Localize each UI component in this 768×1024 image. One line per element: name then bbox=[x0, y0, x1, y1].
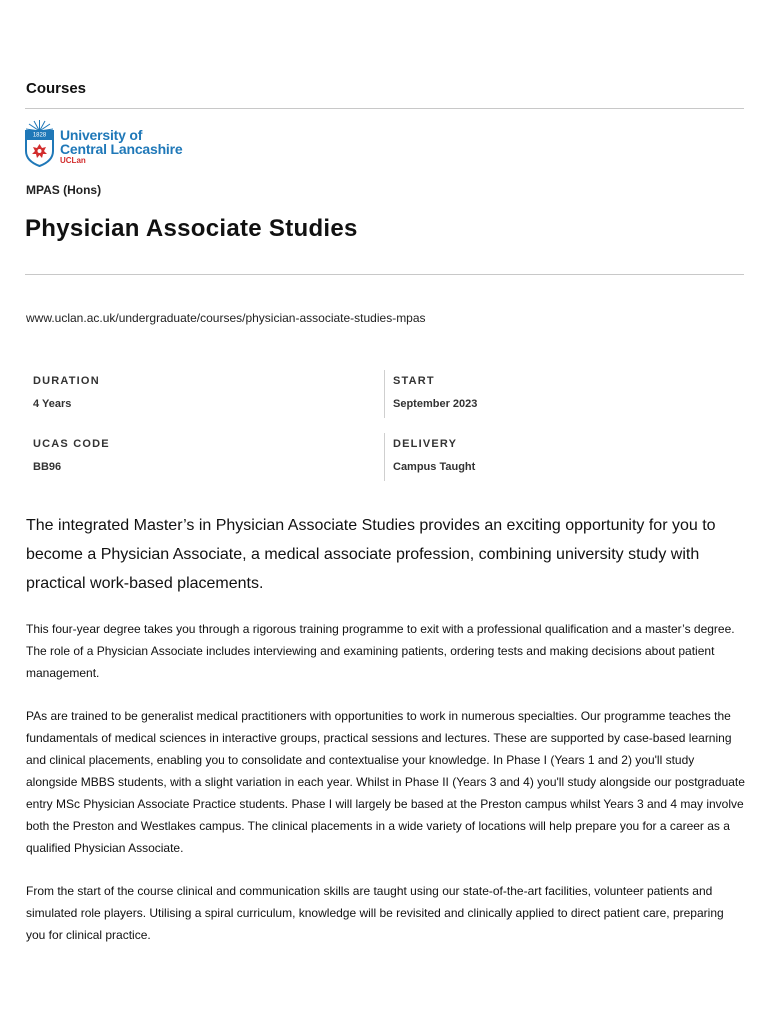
top-divider bbox=[25, 108, 744, 109]
body-paragraph: PAs are trained to be generalist medical practitioners with opportunities to work in numerous specialties. Our programme teaches the fundamentals of medical sciences in interactive groups, practical sessions and lectures. These are supported by case-based learning and clinical placements, enabling you to consolidate and contextualise your knowledge. In Phase I (Years 1 and 2) you'll study alongside MBBS students, with a slight variation in each year. Whilst in Phase II (Years 3 and 4) you'll study alongside our postgraduate entry MSc Physician Associate Practice students. Phase I will largely be based at the Preston campus whilst Years 3 and 4 may involve both the Preston and Westlakes campus. The clinical placements in a wide variety of locations will help prepare you for a career as a qualified Physician Associate. bbox=[26, 709, 745, 855]
fact-label: DELIVERY bbox=[393, 438, 458, 450]
page-title: Physician Associate Studies bbox=[25, 215, 358, 242]
section-label: Courses bbox=[26, 80, 87, 97]
fact-value: Campus Taught bbox=[393, 461, 476, 473]
fact-value: September 2023 bbox=[393, 398, 478, 410]
fact-label: UCAS CODE bbox=[33, 438, 110, 450]
crest-year: 1828 bbox=[32, 132, 47, 139]
fact-duration bbox=[25, 370, 365, 418]
key-facts bbox=[25, 370, 744, 482]
fact-delivery bbox=[384, 433, 725, 481]
intro-lead: The integrated Master’s in Physician Associate Studies provides an exciting opportunity for you to become a Physician Associate, a medical associate profession, combining university study with practical work-based placements. bbox=[26, 517, 716, 592]
title-divider bbox=[25, 274, 744, 275]
fact-value: BB96 bbox=[33, 461, 62, 473]
uclan-crest-icon bbox=[25, 119, 54, 167]
course-award: MPAS (Hons) bbox=[26, 183, 102, 197]
fact-value: 4 Years bbox=[33, 398, 72, 410]
body-paragraph: This four-year degree takes you through a rigorous training programme to exit with a professional qualification and a master’s degree. The role of a Physician Associate includes interviewing and examining patients, ordering tests and making decisions about patient management. bbox=[26, 622, 735, 680]
body-paragraph: From the start of the course clinical and communication skills are taught using our state-of-the-art facilities, volunteer patients and simulated role players. Utilising a spiral curriculum, knowledge will be revisited and clinically applied to direct patient care, preparing you for clinical practice. bbox=[26, 884, 724, 942]
fact-ucas-code bbox=[25, 433, 365, 481]
fact-label: START bbox=[393, 375, 435, 387]
logo-short-name: UCLan bbox=[60, 156, 86, 165]
uclan-logo[interactable] bbox=[25, 119, 182, 167]
course-url[interactable]: www.uclan.ac.uk/undergraduate/courses/physician-associate-studies-mpas bbox=[26, 311, 426, 325]
logo-line-2: Central Lancashire bbox=[60, 141, 183, 157]
fact-start bbox=[384, 370, 725, 418]
logo-line-1: University of bbox=[60, 127, 143, 143]
fact-label: DURATION bbox=[33, 375, 100, 387]
